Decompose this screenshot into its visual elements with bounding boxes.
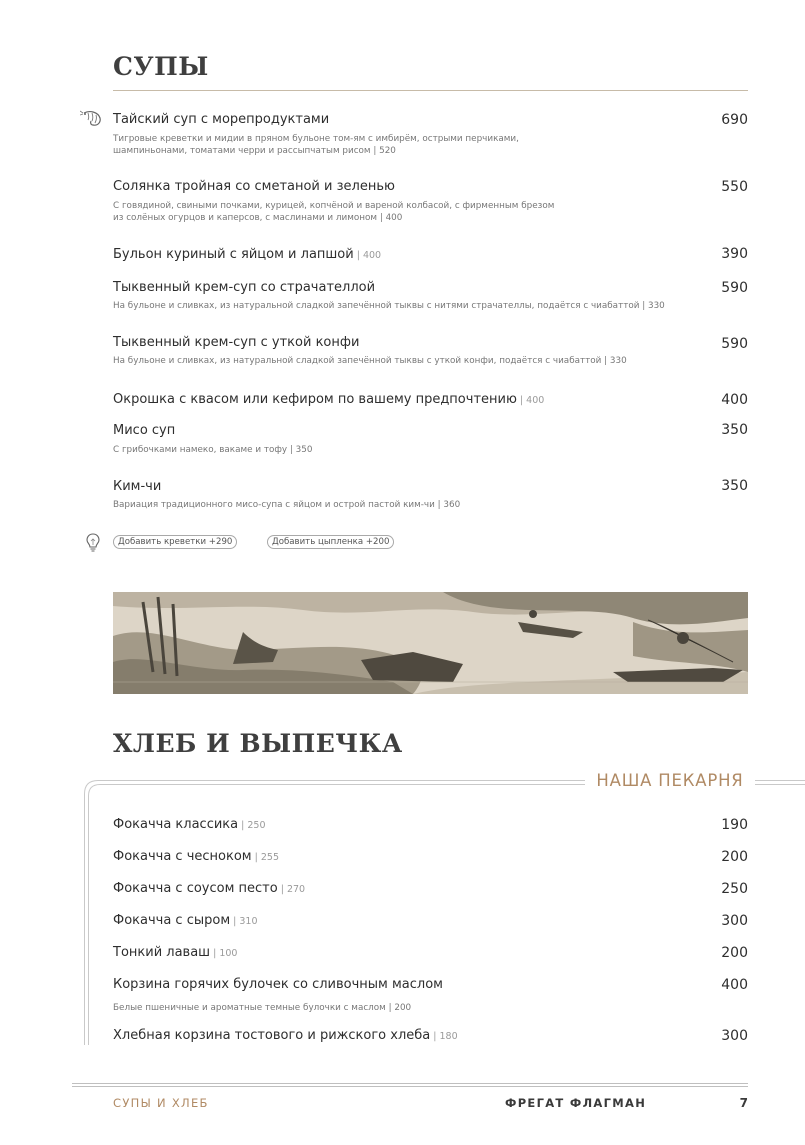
- add-chicken-chip[interactable]: Добавить цыпленка +200: [267, 535, 394, 549]
- menu-item-description: Вариация традиционного мисо-супа с яйцом и острой пастой ким-чи | 360: [113, 500, 461, 510]
- menu-item-description: На бульоне и сливках, из натуральной сладкой запечённой тыквы с уткой конфи, подаётся с чиабаттой | 330: [113, 356, 627, 366]
- menu-item-price: 300: [721, 1028, 748, 1044]
- menu-item-name: Окрошка с квасом или кефиром по вашему предпочтению | 400: [113, 392, 545, 407]
- add-shrimp-chip[interactable]: Добавить креветки +290: [113, 535, 237, 549]
- section-title-soups: СУПЫ: [113, 52, 209, 81]
- menu-item-price: 200: [721, 849, 748, 865]
- footer-divider: [72, 1086, 748, 1087]
- menu-item-name: Тайский суп с морепродуктами: [113, 112, 330, 127]
- bakery-label: НАША ПЕКАРНЯ: [585, 770, 755, 792]
- menu-item-name: Бульон куриный с яйцом и лапшой | 400: [113, 247, 382, 262]
- menu-item-price: 390: [721, 246, 748, 262]
- menu-item-price: 300: [721, 913, 748, 929]
- section-title-bread: ХЛЕБ И ВЫПЕЧКА: [113, 729, 403, 758]
- menu-item-price: 350: [721, 478, 748, 494]
- menu-item-name: Фокачча классика | 250: [113, 817, 266, 832]
- menu-item-price: 690: [721, 112, 748, 128]
- menu-item-name: Тыквенный крем-суп со страчателлой: [113, 280, 376, 295]
- footer-brand: ФРЕГАТ ФЛАГМАН: [505, 1096, 647, 1110]
- menu-item-description: С грибочками намеко, вакаме и тофу | 350: [113, 445, 313, 455]
- menu-item-name: Фокачча с соусом песто | 270: [113, 881, 306, 896]
- menu-item-price: 590: [721, 336, 748, 352]
- menu-item-description: Белые пшеничные и ароматные темные булочки с маслом | 200: [113, 1003, 412, 1013]
- menu-item-description: На бульоне и сливках, из натуральной сладкой запечённой тыквы с нитями страчателлы, подаётся с чиабаттой | 330: [113, 301, 665, 311]
- menu-item-name: Корзина горячих булочек со сливочным маслом: [113, 977, 443, 992]
- footer-section-name: СУПЫ И ХЛЕБ: [113, 1096, 209, 1110]
- menu-item-price: 590: [721, 280, 748, 296]
- menu-item-name: Тонкий лаваш | 100: [113, 945, 238, 960]
- menu-item-price: 550: [721, 179, 748, 195]
- menu-item-name: Тыквенный крем-суп с уткой конфи: [113, 335, 360, 350]
- menu-item-description: С говядиной, свиными почками, курицей, копчёной и вареной колбасой, с фирменным брезом из солёных огурцов и каперсов, с маслинами и лимоном | 400: [113, 201, 555, 223]
- menu-item-price: 250: [721, 881, 748, 897]
- page-number: 7: [739, 1096, 748, 1110]
- footer-divider: [72, 1083, 748, 1084]
- menu-item-name: Солянка тройная со сметаной и зеленью: [113, 179, 395, 194]
- menu-item-name: Фокачча с чесноком | 255: [113, 849, 279, 864]
- menu-item-name: Ким-чи: [113, 479, 162, 494]
- menu-item-name: Мисо суп: [113, 423, 176, 438]
- menu-item-price: 400: [721, 392, 748, 408]
- menu-item-name: Хлебная корзина тостового и рижского хлеба | 180: [113, 1028, 458, 1043]
- menu-item-description: Тигровые креветки и мидии в пряном бульоне том-ям с имбирём, острыми перчиками, шампиньонами, томатами черри и рассыпчатым рисом | 520: [113, 134, 519, 156]
- menu-item-price: 400: [721, 977, 748, 993]
- menu-item-name: Фокачча с сыром | 310: [113, 913, 258, 928]
- menu-item-price: 350: [721, 422, 748, 438]
- menu-item-price: 200: [721, 945, 748, 961]
- menu-item-price: 190: [721, 817, 748, 833]
